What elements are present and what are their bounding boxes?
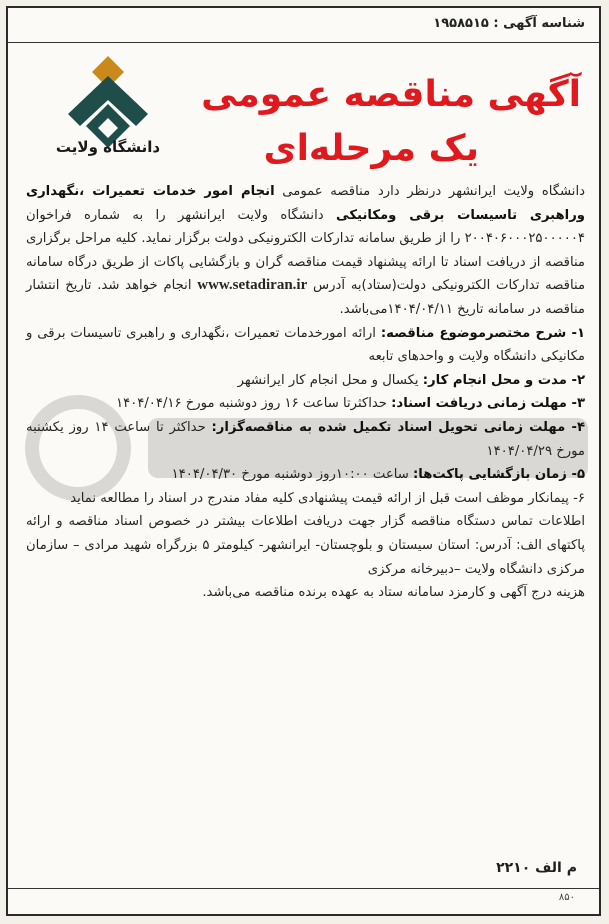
ad-id: شناسه آگهی : ۱۹۵۸۵۱۵	[433, 16, 585, 31]
intro-part1: دانشگاه ولایت ایرانشهر درنظر دارد مناقصه عمومی	[282, 184, 585, 199]
intro-subject: انجام امور خدمات تعمیرات ،نگهداری وراهبری تاسیسات برقی ومکانیکی	[26, 184, 585, 223]
item-label: ۵- زمان بازگشایی پاکت‌ها:	[412, 467, 585, 483]
footer-number: ۸۵۰	[558, 892, 575, 903]
footer-code: م الف ۲۲۱۰	[496, 860, 577, 876]
header-divider	[8, 42, 599, 43]
list-item	[26, 463, 585, 487]
ad-title: آگهی مناقصه عمومی	[201, 74, 581, 115]
item-text: یکسال و محل انجام کار ایرانشهر	[237, 372, 419, 388]
logo-caption: دانشگاه ولایت	[55, 138, 161, 156]
list-item	[26, 487, 585, 511]
contact-paragraph: اطلاعات تماس دستگاه مناقصه گزار جهت دریافت اطلاعات بیشتر در خصوص اسناد مناقصه و ارائه پاکتهای الف: آدرس: استان سیستان و بلوچستان- ایرانشهر- کیلومتر ۵ بزرگراه شهید مرادی – سازمان مرکزی دانشگاه ولایت –دبیرخانه مرکزی	[26, 514, 585, 577]
item-label: ۱- شرح مختصرموضوع مناقصه:	[380, 325, 586, 341]
item-label: ۲- مدت و محل انجام کار:	[422, 372, 585, 388]
list-item	[26, 392, 585, 416]
item-text: حداکثر تا ساعت ۱۴ روز یکشنبه مورخ ۱۴۰۴/۰۴/۲۹	[26, 419, 585, 459]
item-text: ساعت ۱۰:۰۰روز دوشنبه مورخ ۱۴۰۴/۰۴/۳۰	[171, 467, 409, 483]
intro-part3: دانشگاه ولایت ایرانشهر را به شماره فراخوان ۲۰۰۴۰۶۰۰۰۲۵۰۰۰۰۰۴ را از طریق سامانه تدارکات الکترونیکی دولت برگزار نماید. کلیه مراحل برگزاری مناقصه از دریافت اسناد تا ارائه پیشنهاد قیمت مناقصه گران و بازگشایی پاکات از طریق درگاه سامانه مناقصه تدارکات الکترونیکی دولت(ستاد)به آدرس	[26, 207, 586, 294]
item-text: ارائه امورخدمات تعمیرات ،نگهداری و راهبری تاسیسات برقی و مکانیکی دانشگاه ولایت و واحدهای تابعه	[26, 325, 585, 365]
intro-paragraph	[26, 180, 585, 322]
ad-frame	[6, 6, 601, 916]
item-text: ۶- پیمانکار موظف است قبل از ارائه قیمت پیشنهادی کلیه مفاد مندرج در اسناد را مطالعه نماید	[70, 490, 585, 506]
item-label: ۴- مهلت زمانی تحویل اسناد تکمیل شده به مناقصه‌گزار:	[211, 419, 585, 435]
item-label: ۳- مهلت زمانی دریافت اسناد:	[391, 396, 585, 412]
cost-note: هزینه درج آگهی و کارمزد سامانه ستاد به عهده برنده مناقصه می‌باشد.	[202, 585, 585, 601]
intro-part4: انجام خواهد شد. تاریخ انتشار مناقصه در سامانه تاریخ ۱۴۰۴/۰۴/۱۱می‌باشد.	[26, 278, 585, 317]
setad-url-link[interactable]: www.setadiran.ir	[197, 277, 308, 294]
list-item	[26, 416, 585, 463]
list-item	[26, 322, 585, 369]
list-item	[26, 369, 585, 393]
ad-subtitle: یک مرحله‌ای	[263, 128, 479, 169]
footer-divider	[8, 888, 599, 889]
ad-body	[26, 180, 585, 605]
item-text: حداکثرتا ساعت ۱۶ روز دوشنبه مورخ ۱۴۰۴/۰۴/۱۶	[116, 396, 387, 412]
